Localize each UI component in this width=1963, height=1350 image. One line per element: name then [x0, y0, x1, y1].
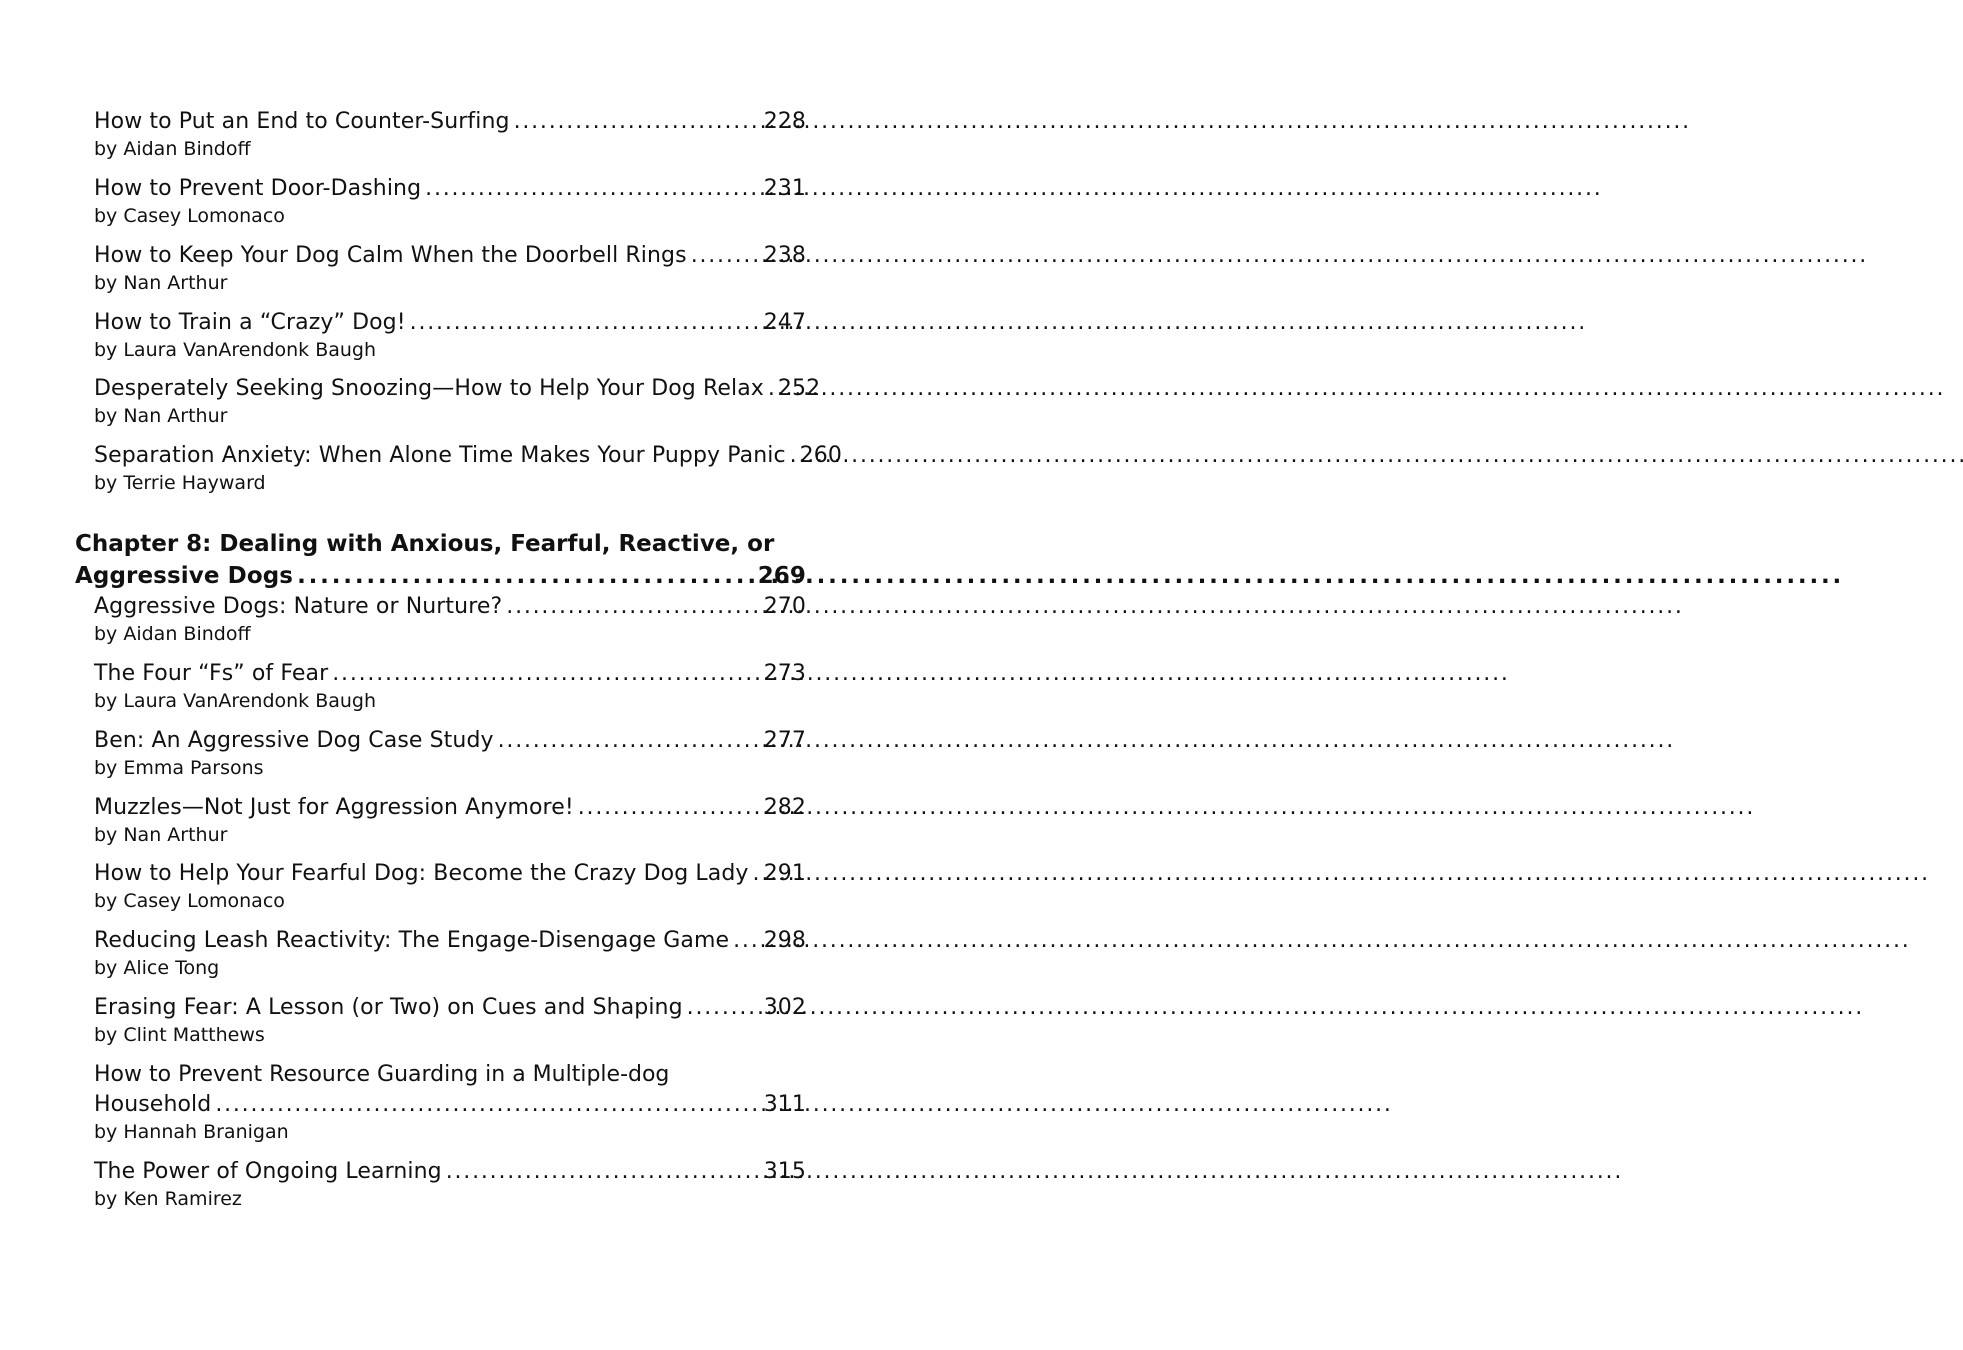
entry-author: by Emma Parsons: [94, 757, 264, 779]
entry-title: Separation Anxiety: When Alone Time Makes Your Puppy Panic: [94, 443, 786, 468]
dot-leader: [498, 726, 760, 756]
dot-leader: [753, 859, 760, 889]
toc-entry[interactable]: [94, 592, 806, 647]
dot-leader: [425, 174, 760, 204]
entry-page-number: 270: [763, 594, 806, 619]
entry-page-number: 315: [763, 1159, 806, 1184]
dot-leader: [768, 374, 774, 404]
entry-page-number: 298: [763, 928, 806, 953]
entry-title: How to Prevent Door-Dashing: [94, 176, 422, 201]
entry-page-number: 273: [763, 661, 806, 686]
entry-author: by Casey Lomonaco: [94, 205, 285, 227]
entry-line: [94, 793, 806, 823]
dot-leader: [506, 592, 759, 622]
entry-author: by Clint Matthews: [94, 1024, 265, 1046]
entry-author: by Laura VanArendonk Baugh: [94, 339, 377, 361]
toc-entry[interactable]: [94, 859, 806, 914]
toc-entry[interactable]: [94, 174, 806, 229]
dot-leader: [687, 993, 760, 1023]
toc-entry[interactable]: [94, 1060, 806, 1145]
entry-author: by Nan Arthur: [94, 824, 228, 846]
entry-title: Erasing Fear: A Lesson (or Two) on Cues and Shaping: [94, 995, 683, 1020]
entry-page-number: 247: [763, 310, 806, 335]
dot-leader: [733, 926, 760, 956]
toc-entry[interactable]: [94, 659, 806, 714]
dot-leader: [215, 1090, 759, 1120]
entry-page-number: 252: [777, 376, 821, 401]
entry-author: by Hannah Branigan: [94, 1121, 289, 1143]
entry-title: Household: [94, 1092, 212, 1117]
entry-page-number: 311: [763, 1092, 806, 1117]
entry-title: How to Put an End to Counter-Surfing: [94, 109, 510, 134]
entry-line: [94, 174, 806, 204]
entry-author: by Casey Lomonaco: [94, 890, 285, 912]
entry-line: [94, 1157, 806, 1187]
dot-leader: [446, 1157, 760, 1187]
entry-title: How to Train a “Crazy” Dog!: [94, 310, 406, 335]
entry-title: Muzzles—Not Just for Aggression Anymore!: [94, 795, 574, 820]
toc-entry[interactable]: [94, 993, 806, 1048]
entry-line: [94, 1090, 806, 1120]
dot-leader: [514, 107, 760, 137]
entry-line: [94, 107, 806, 137]
toc-entry[interactable]: [94, 308, 806, 363]
chapter-title-line-2: [75, 560, 806, 592]
entry-author: by Aidan Bindoff: [94, 138, 251, 160]
dot-leader: [691, 241, 760, 271]
entry-title: Ben: An Aggressive Dog Case Study: [94, 728, 494, 753]
entry-title: Aggressive Dogs: Nature or Nurture?: [94, 594, 503, 619]
entry-author: by Ken Ramirez: [94, 1188, 242, 1210]
entry-page-number: 228: [763, 109, 806, 134]
entry-title: The Four “Fs” of Fear: [94, 661, 329, 686]
dot-leader: [578, 793, 760, 823]
entry-line: [94, 308, 806, 338]
dot-leader: [332, 659, 759, 689]
entry-author: by Aidan Bindoff: [94, 623, 251, 645]
entry-line: [94, 441, 842, 471]
chapter-title: Aggressive Dogs: [75, 563, 294, 589]
toc-entry[interactable]: [94, 241, 806, 296]
entry-page-number: 277: [763, 728, 806, 753]
entry-title: How to Keep Your Dog Calm When the Doorbell Rings: [94, 243, 687, 268]
dot-leader: [410, 308, 760, 338]
table-of-contents: [0, 0, 900, 1350]
entry-line: [94, 374, 821, 404]
entry-page-number: 231: [763, 176, 806, 201]
toc-entry[interactable]: [94, 374, 821, 429]
entry-line: [94, 993, 806, 1023]
entry-author: by Alice Tong: [94, 957, 220, 979]
entry-line: [94, 241, 806, 271]
entry-author: by Nan Arthur: [94, 272, 228, 294]
dot-leader: [790, 441, 796, 471]
dot-leader: [297, 560, 754, 592]
entry-title-line-1: How to Prevent Resource Guarding in a Multiple-dog: [94, 1062, 670, 1087]
entry-line: [94, 592, 806, 622]
entry-page-number: 260: [799, 443, 842, 468]
toc-entry[interactable]: [94, 926, 806, 981]
entry-title: Reducing Leash Reactivity: The Engage-Disengage Game: [94, 928, 730, 953]
toc-entry[interactable]: [94, 441, 842, 496]
entry-title: How to Help Your Fearful Dog: Become the Crazy Dog Lady: [94, 861, 749, 886]
entry-page-number: 282: [763, 795, 806, 820]
chapter-title-line-1: Chapter 8: Dealing with Anxious, Fearful, Reactive, or: [75, 531, 775, 557]
entry-line: [94, 926, 806, 956]
entry-page-number: 291: [763, 861, 806, 886]
toc-entry[interactable]: [94, 107, 806, 162]
entry-line: [94, 726, 806, 756]
entry-author: by Laura VanArendonk Baugh: [94, 690, 377, 712]
toc-entry[interactable]: [94, 1157, 806, 1212]
chapter-page-number: 269: [757, 563, 806, 589]
chapter-heading[interactable]: [75, 528, 806, 592]
entry-line: [94, 659, 806, 689]
entry-author: by Nan Arthur: [94, 405, 228, 427]
entry-author: by Terrie Hayward: [94, 472, 266, 494]
toc-entry[interactable]: [94, 793, 806, 848]
entry-line: [94, 859, 806, 889]
entry-page-number: 302: [763, 995, 806, 1020]
entry-title: The Power of Ongoing Learning: [94, 1159, 442, 1184]
toc-entry[interactable]: [94, 726, 806, 781]
entry-page-number: 238: [763, 243, 806, 268]
entry-title: Desperately Seeking Snoozing—How to Help Your Dog Relax: [94, 376, 764, 401]
